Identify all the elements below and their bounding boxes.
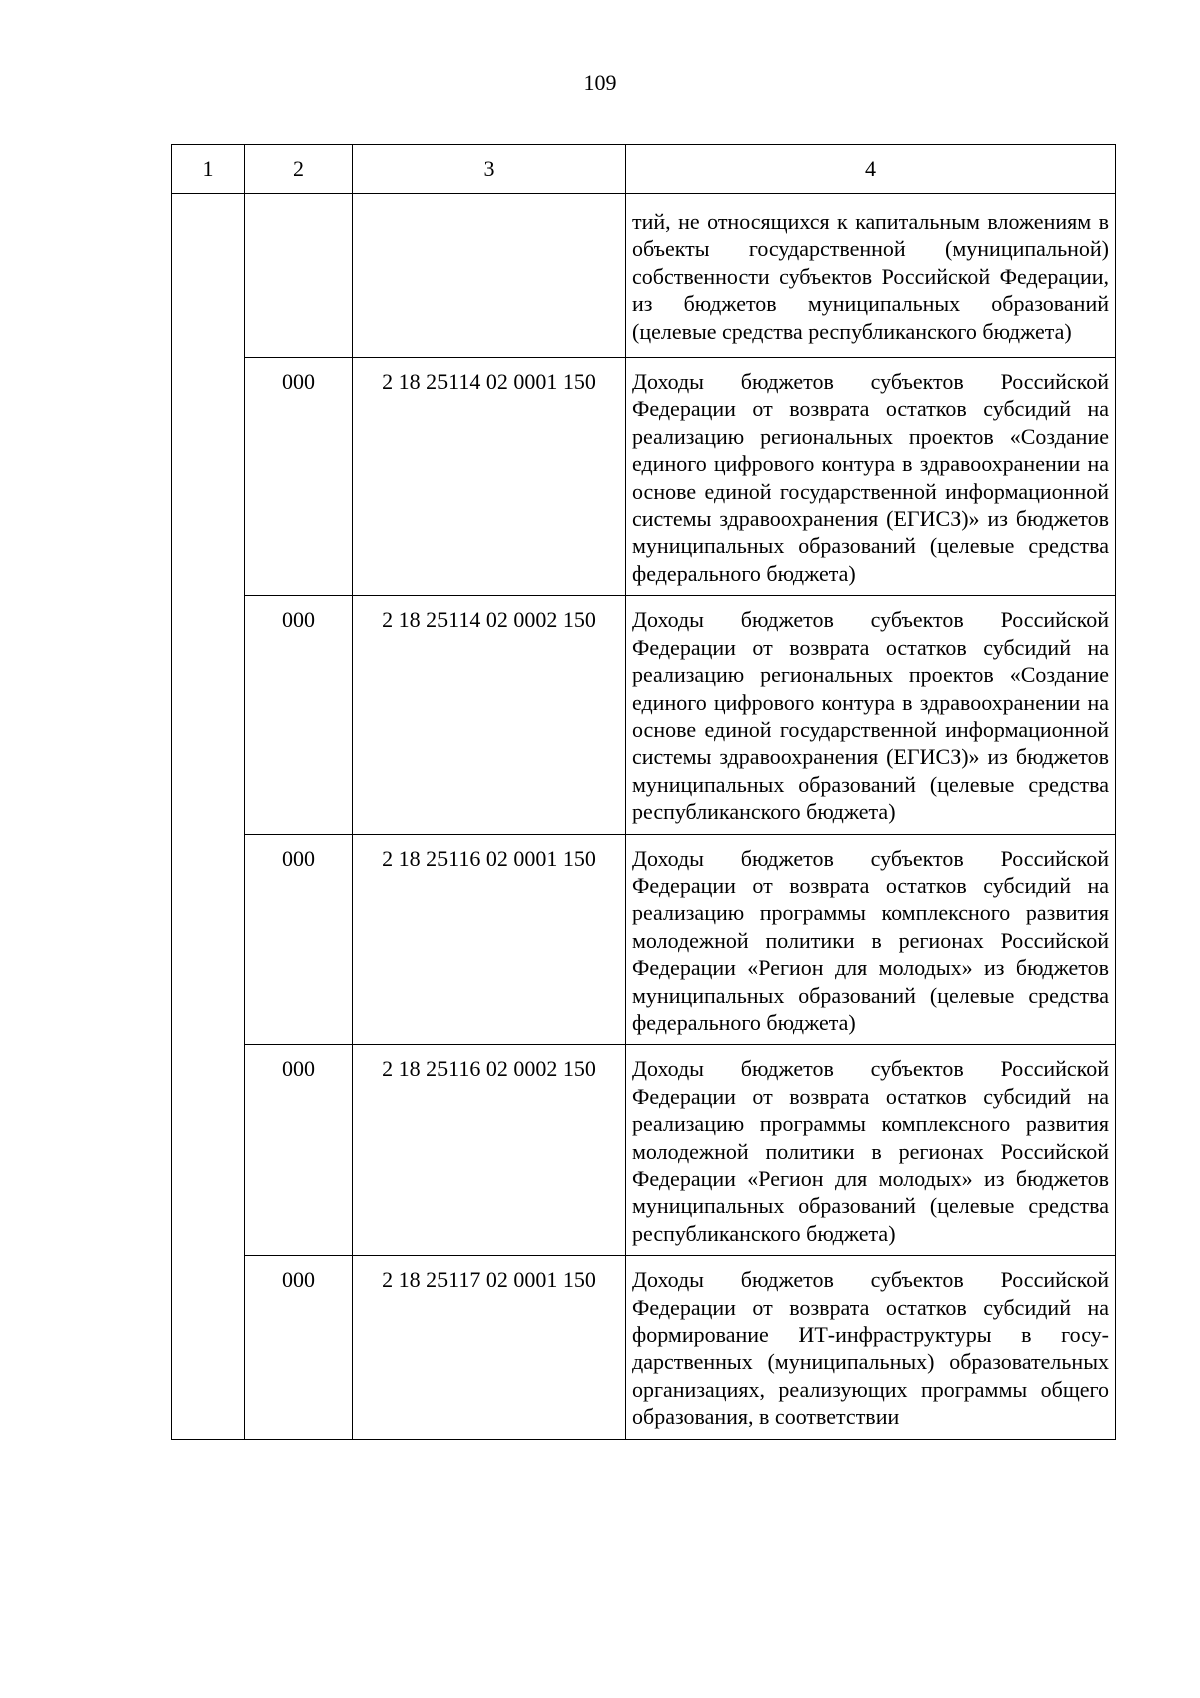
header-col-4: 4 [626,145,1116,194]
budget-code-cell [353,194,626,358]
description-cell: Доходы бюджетов субъектов Российской Федерации от возврата остатков субсидий на реализацию программы комплексного развития молодежной политики в регионах Российской Федерации «Регион для молодых» из бюджетов муниципальных образований (целевые средства федерального бюджета) [626,834,1116,1045]
table-header-row [172,145,1116,194]
table-row [172,1256,1116,1439]
table-row [172,1045,1116,1256]
budget-code-cell: 2 18 25116 02 0001 150 [353,834,626,1045]
admin-code-cell: 000 [245,1256,353,1439]
description-cell: Доходы бюджетов субъектов Российской Федерации от возврата остатков субсидий на реализацию региональных проектов «Создание единого цифрового контура в здравоохранении на основе единой государственной информационной системы здравоохранения (ЕГИСЗ)» из бюджетов муниципальных образований (целевые средства республиканского бюджета) [626,596,1116,834]
budget-code-cell: 2 18 25116 02 0002 150 [353,1045,626,1256]
column-1-cell [172,194,245,1440]
table-row [172,596,1116,834]
description-cell: Доходы бюджетов субъектов Российской Федерации от возврата остатков субсидий на реализацию программы комплексного развития молодежной политики в регионах Российской Федерации «Регион для молодых» из бюджетов муниципальных образований (целевые средства республиканского бюджета) [626,1045,1116,1256]
description-cell: Доходы бюджетов субъектов Российской Федерации от возврата остатков субсидий на формирование ИТ-инфраструктуры в государственных (муниципальных) образовательных организациях, реализующих программы общего образования, в соответствии [626,1256,1116,1439]
description-cell: тий, не относящихся к капитальным вложениям в объекты государственной (муниципальной) собственности субъектов Российской Федерации, из бюджетов муниципальных образований (целевые средства республиканского бюджета) [626,194,1116,358]
budget-code-cell: 2 18 25114 02 0001 150 [353,358,626,596]
admin-code-cell: 000 [245,358,353,596]
revenue-code-table [171,144,1116,1440]
header-col-1: 1 [172,145,245,194]
admin-code-cell: 000 [245,596,353,834]
admin-code-cell: 000 [245,1045,353,1256]
table-row [172,358,1116,596]
table-row [172,194,1116,358]
admin-code-cell: 000 [245,834,353,1045]
header-col-2: 2 [245,145,353,194]
admin-code-cell [245,194,353,358]
table-row [172,834,1116,1045]
description-cell: Доходы бюджетов субъектов Российской Федерации от возврата остатков субсидий на реализацию региональных проектов «Создание единого цифрового контура в здравоохранении на основе единой государственной информационной системы здравоохранения (ЕГИСЗ)» из бюджетов муниципальных образований (целевые средства федерального бюджета) [626,358,1116,596]
page-number: 109 [583,70,617,95]
budget-code-cell: 2 18 25117 02 0001 150 [353,1256,626,1439]
budget-code-cell: 2 18 25114 02 0002 150 [353,596,626,834]
header-col-3: 3 [353,145,626,194]
